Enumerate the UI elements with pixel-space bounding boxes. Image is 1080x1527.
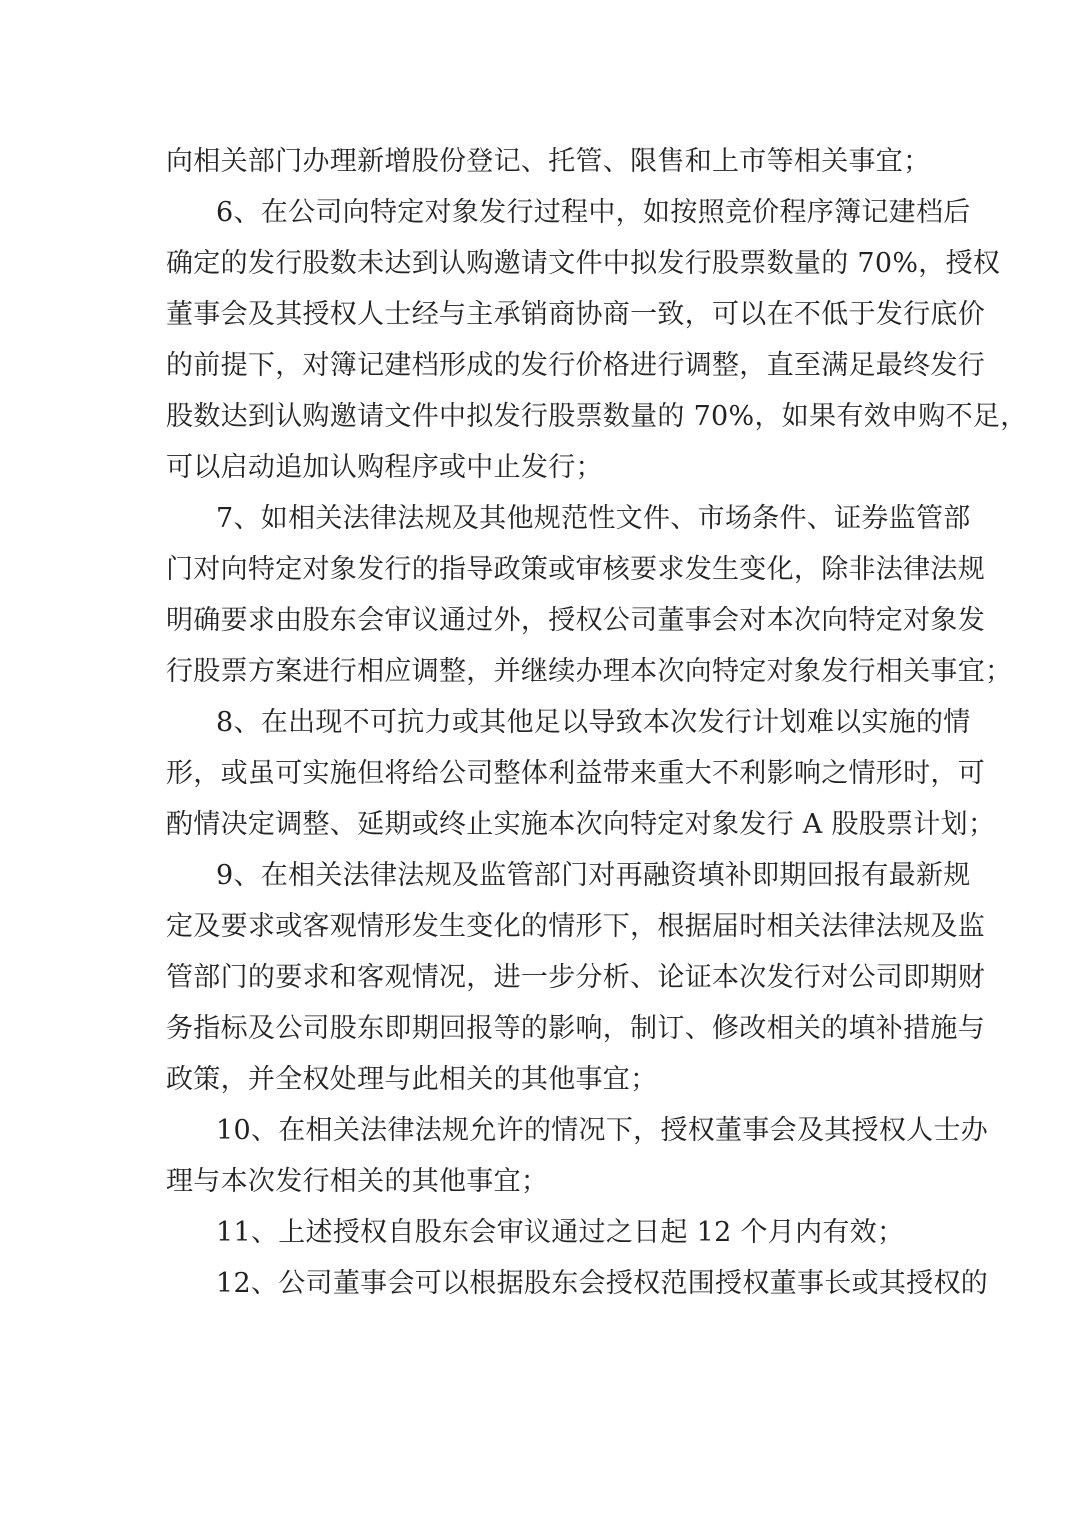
text-line: 管部门的要求和客观情况，进一步分析、论证本次发行对公司即期财 bbox=[166, 962, 985, 993]
text-line: 政策，并全权处理与此相关的其他事宜； bbox=[166, 1064, 658, 1095]
text-line: 明确要求由股东会审议通过外，授权公司董事会对本次向特定对象发 bbox=[166, 605, 985, 636]
text-line: 确定的发行股数未达到认购邀请文件中拟发行股票数量的 70%，授权 bbox=[166, 248, 1001, 279]
text-line: 6、在公司向特定对象发行过程中，如按照竞价程序簿记建档后 bbox=[216, 197, 971, 228]
text-line: 11、上述授权自股东会审议通过之日起 12 个月内有效； bbox=[216, 1217, 905, 1248]
text-line: 12、公司董事会可以根据股东会授权范围授权董事长或其授权的 bbox=[216, 1268, 989, 1299]
text-line: 7、如相关法律法规及其他规范性文件、市场条件、证券监管部 bbox=[216, 503, 971, 534]
text-line: 可以启动追加认购程序或中止发行； bbox=[166, 452, 603, 483]
text-line: 行股票方案进行相应调整，并继续办理本次向特定对象发行相关事宜； bbox=[166, 656, 1013, 687]
text-line: 股数达到认购邀请文件中拟发行股票数量的 70%，如果有效申购不足， bbox=[166, 401, 1028, 432]
text-line: 务指标及公司股东即期回报等的影响，制订、修改相关的填补措施与 bbox=[166, 1013, 985, 1044]
text-line: 形，或虽可实施但将给公司整体利益带来重大不利影响之情形时，可 bbox=[166, 758, 985, 789]
text-line: 董事会及其授权人士经与主承销商协商一致，可以在不低于发行底价 bbox=[166, 299, 985, 330]
text-line: 酌情决定调整、延期或终止实施本次向特定对象发行 A 股股票计划； bbox=[166, 809, 996, 840]
text-line: 向相关部门办理新增股份登记、托管、限售和上市等相关事宜； bbox=[166, 146, 931, 177]
text-line: 9、在相关法律法规及监管部门对再融资填补即期回报有最新规 bbox=[216, 860, 971, 891]
text-line: 8、在出现不可抗力或其他足以导致本次发行计划难以实施的情 bbox=[216, 707, 971, 738]
text-line: 定及要求或客观情形发生变化的情形下，根据届时相关法律法规及监 bbox=[166, 911, 985, 942]
text-line: 10、在相关法律法规允许的情况下，授权董事会及其授权人士办 bbox=[216, 1115, 989, 1146]
text-line: 理与本次发行相关的其他事宜； bbox=[166, 1166, 549, 1197]
text-line: 门对向特定对象发行的指导政策或审核要求发生变化，除非法律法规 bbox=[166, 554, 985, 585]
text-line: 的前提下，对簿记建档形成的发行价格进行调整，直至满足最终发行 bbox=[166, 350, 985, 381]
